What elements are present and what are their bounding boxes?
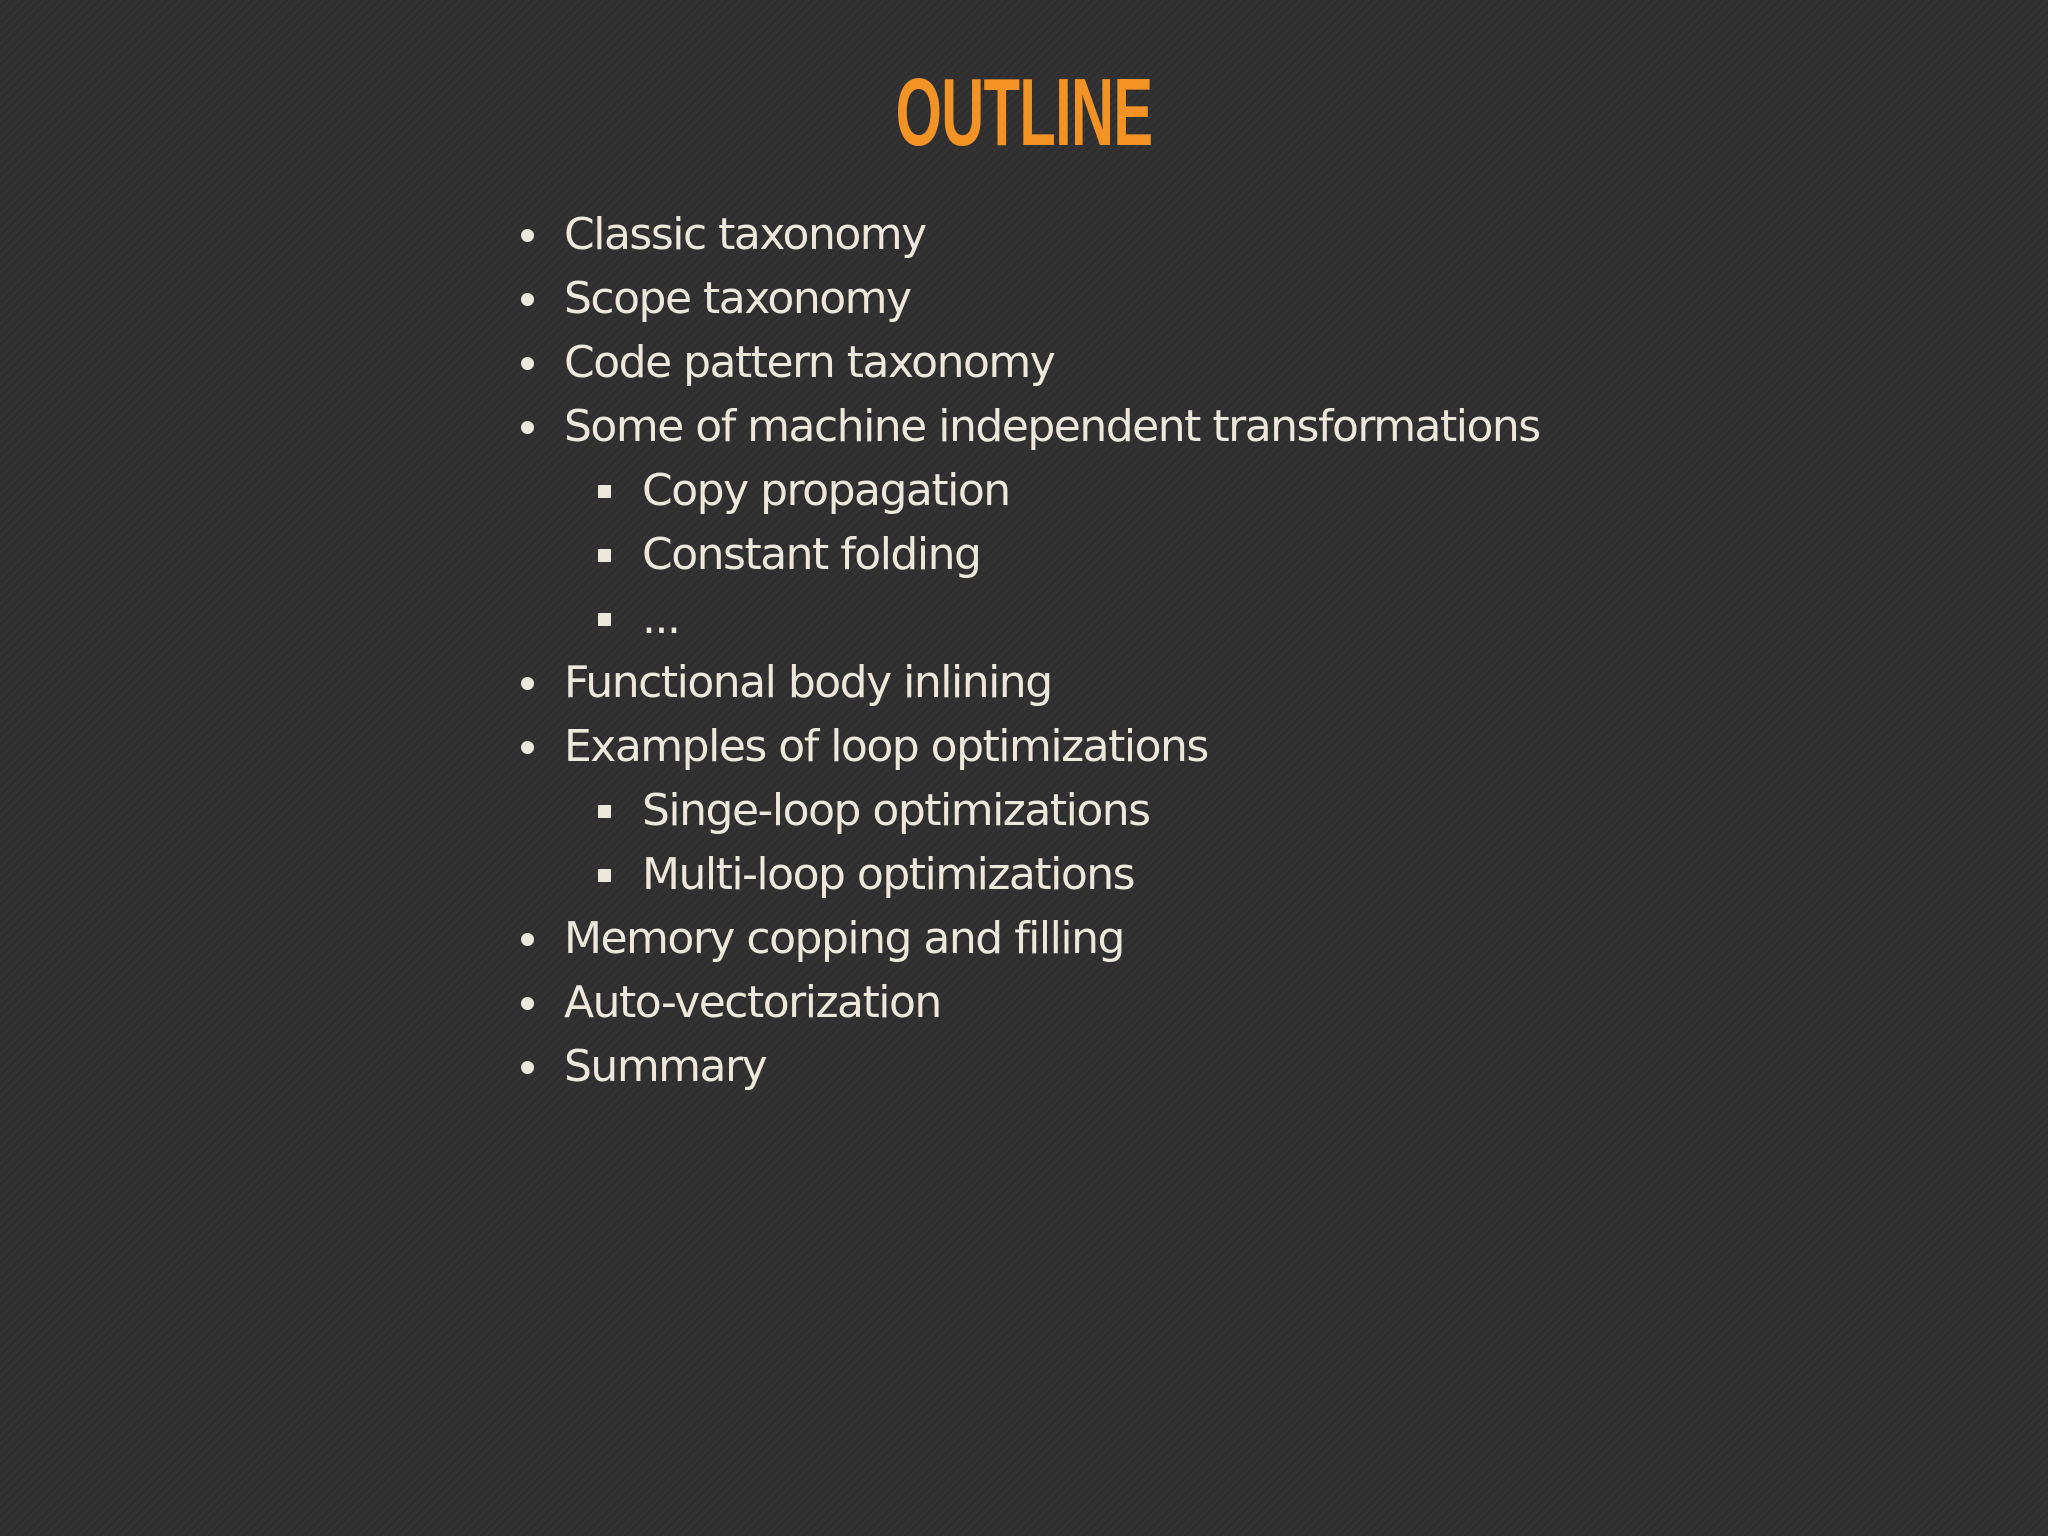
outline-item <box>512 715 1540 779</box>
outline-item-text: Summary <box>564 1041 767 1092</box>
outline-item <box>512 267 1540 331</box>
outline-subitem-text: Singe-loop optimizations <box>642 785 1150 836</box>
bullet-square-icon <box>598 549 611 562</box>
outline-item-text: Auto-vectorization <box>564 977 941 1028</box>
outline-item-text: Some of machine independent transformations <box>564 401 1540 452</box>
outline-item <box>512 971 1540 1035</box>
bullet-dot-icon <box>521 677 534 690</box>
bullet-dot-icon <box>521 933 534 946</box>
outline-item <box>512 651 1540 715</box>
bullet-dot-icon <box>521 293 534 306</box>
outline-item <box>512 907 1540 971</box>
outline-list <box>512 203 1540 1099</box>
slide-title: OUTLINE <box>895 59 1153 166</box>
bullet-square-icon <box>598 805 611 818</box>
outline-item-text: Examples of loop optimizations <box>564 721 1208 772</box>
bullet-square-icon <box>598 613 611 626</box>
outline-item-text: Code pattern taxonomy <box>564 337 1055 388</box>
outline-item <box>512 1035 1540 1099</box>
outline-subitem <box>512 523 1540 587</box>
outline-subitem <box>512 587 1540 651</box>
outline-item-text: Memory copping and filling <box>564 913 1124 964</box>
outline-item <box>512 331 1540 395</box>
outline-subitem <box>512 459 1540 523</box>
bullet-square-icon <box>598 485 611 498</box>
outline-item-text: Classic taxonomy <box>564 209 926 260</box>
outline-subitem-text: ... <box>642 593 680 644</box>
outline-subitem-text: Copy propagation <box>642 465 1010 516</box>
outline-item-text: Scope taxonomy <box>564 273 911 324</box>
bullet-dot-icon <box>521 229 534 242</box>
outline-item <box>512 203 1540 267</box>
bullet-dot-icon <box>521 421 534 434</box>
outline-subitem-text: Constant folding <box>642 529 981 580</box>
outline-subitem <box>512 843 1540 907</box>
outline-subitem <box>512 779 1540 843</box>
bullet-dot-icon <box>521 741 534 754</box>
outline-item <box>512 395 1540 459</box>
bullet-square-icon <box>598 869 611 882</box>
outline-item-text: Functional body inlining <box>564 657 1052 708</box>
bullet-dot-icon <box>521 1061 534 1074</box>
bullet-dot-icon <box>521 357 534 370</box>
outline-subitem-text: Multi-loop optimizations <box>642 849 1135 900</box>
bullet-dot-icon <box>521 997 534 1010</box>
